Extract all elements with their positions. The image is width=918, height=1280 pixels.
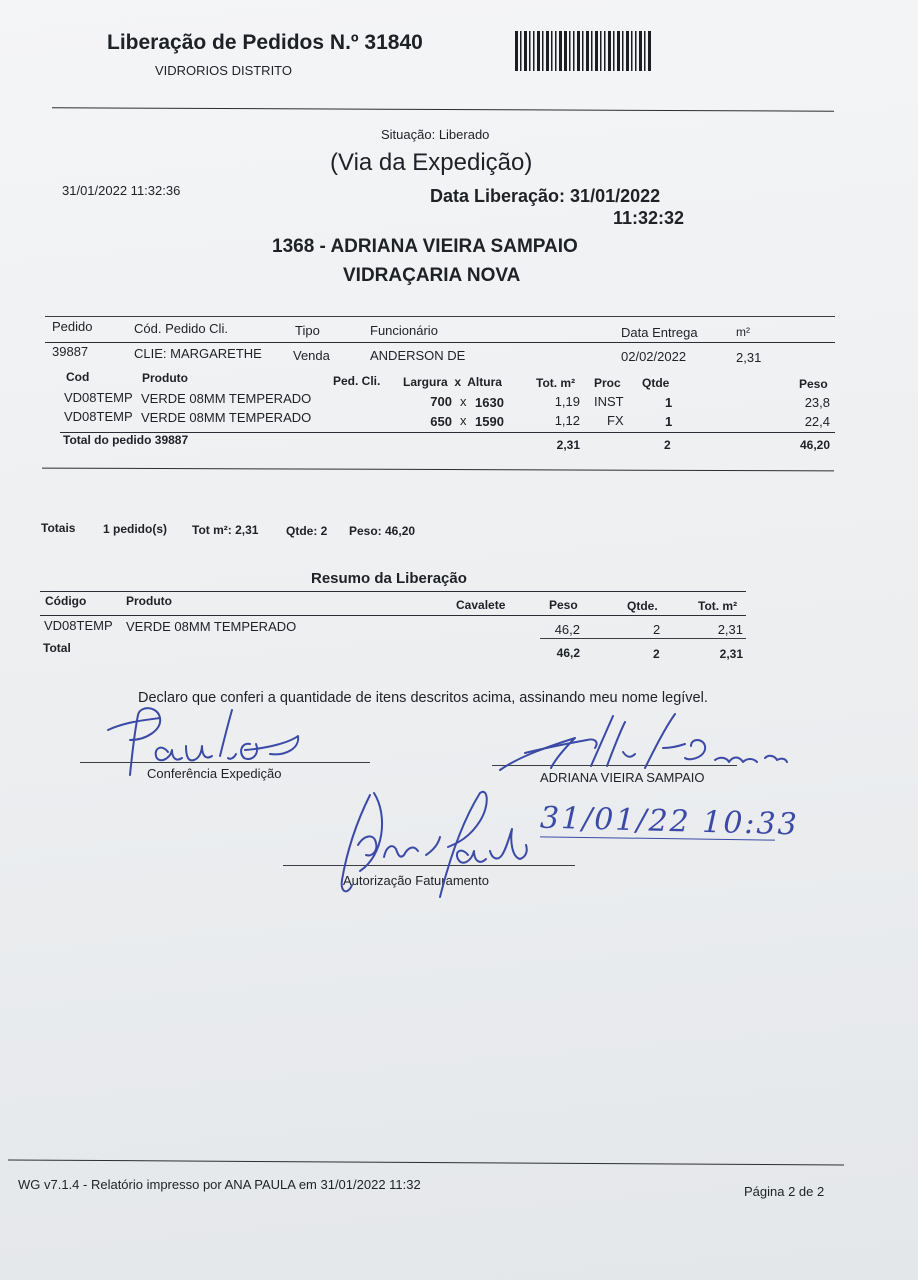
footer-rule <box>8 1159 844 1165</box>
item-2-x: x <box>460 413 467 428</box>
item-2-cod: VD08TEMP <box>64 409 133 424</box>
data-liberacao-time: 11:32:32 <box>613 208 685 228</box>
resumo-total-label: Total <box>43 641 71 655</box>
signature-ana-paula <box>330 785 540 900</box>
resumo-header-rule <box>40 615 746 616</box>
resumo-col-produto: Produto <box>126 594 172 608</box>
totais-qtde: Qtde: 2 <box>286 524 328 538</box>
barcode-icon <box>515 31 653 71</box>
print-datetime: 31/01/2022 11:32:36 <box>62 183 181 198</box>
item-1-altura: 1630 <box>475 395 504 410</box>
col-funcionario: Funcionário <box>370 323 438 338</box>
header-divider <box>52 107 834 111</box>
data-liberacao-date: Data Liberação: 31/01/2022 <box>430 186 661 206</box>
order-m2: 2,31 <box>736 350 762 365</box>
col-data-entrega: Data Entrega <box>621 325 698 340</box>
item-col-cod: Cod <box>66 370 90 384</box>
declaration-text: Declaro que conferi a quantidade de itens descritos acima, assinando meu nome legível. <box>138 690 708 706</box>
item-2-peso: 22,4 <box>804 414 830 429</box>
handwritten-date: 31/01/22 10:33 <box>539 800 800 843</box>
resumo-total-qtde: 2 <box>653 647 660 661</box>
client-code-name: 1368 - ADRIANA VIEIRA SAMPAIO <box>272 236 578 257</box>
totais-pedidos: 1 pedido(s) <box>103 522 168 536</box>
resumo-col-tot-m2: Tot. m² <box>698 599 738 613</box>
resumo-top-rule <box>40 591 746 592</box>
resumo-total-peso: 46,2 <box>556 646 580 660</box>
conferencia-label: Conferência Expedição <box>147 766 282 781</box>
item-col-ped-cli: Ped. Cli. <box>333 374 381 388</box>
order-total-label: Total do pedido 39887 <box>63 433 189 447</box>
col-pedido: Pedido <box>52 319 93 334</box>
item-1-x: x <box>460 394 467 409</box>
item-col-largura-altura: Largura x Altura <box>403 375 502 389</box>
order-tipo: Venda <box>293 348 330 363</box>
resumo-row-tot-m2: 2,31 <box>717 622 743 637</box>
signature-paulo <box>100 700 315 780</box>
footer-page-number: Página 2 de 2 <box>744 1184 825 1199</box>
client-company: VIDRAÇARIA NOVA <box>343 265 521 286</box>
item-col-proc: Proc <box>594 376 621 390</box>
resumo-col-codigo: Código <box>45 594 87 608</box>
item-2-largura: 650 <box>430 414 452 429</box>
resumo-col-peso: Peso <box>549 598 578 612</box>
item-1-largura: 700 <box>430 394 452 409</box>
document-title: Liberação de Pedidos N.º 31840 <box>107 31 423 54</box>
item-1-qtde: 1 <box>665 395 673 410</box>
col-cod-pedido-cli: Cód. Pedido Cli. <box>134 321 228 336</box>
order-cod-pedido-cli: CLIE: MARGARETHE <box>134 346 262 361</box>
resumo-col-qtde: Qtde. <box>627 599 658 613</box>
item-1-peso: 23,8 <box>804 395 830 410</box>
resumo-row-codigo: VD08TEMP <box>44 618 113 633</box>
order-total-qtde: 2 <box>664 438 671 452</box>
item-2-tot-m2: 1,12 <box>554 413 580 428</box>
footer-printed-by: WG v7.1.4 - Relatório impresso por ANA PAULA em 31/01/2022 11:32 <box>18 1177 421 1192</box>
company-name: VIDRORIOS DISTRITO <box>155 63 292 78</box>
order-data-entrega: 02/02/2022 <box>621 349 687 364</box>
resumo-col-cavalete: Cavalete <box>456 598 506 612</box>
resumo-total-rule <box>540 638 746 639</box>
resumo-title: Resumo da Liberação <box>311 570 467 587</box>
item-1-cod: VD08TEMP <box>64 390 133 405</box>
order-header-rule <box>45 342 835 343</box>
item-col-qtde: Qtde <box>642 376 670 390</box>
order-table-top-rule <box>45 316 835 317</box>
col-m2: m² <box>736 325 750 339</box>
order-table-bottom-rule <box>42 468 834 472</box>
signature-cliente <box>495 708 795 788</box>
resumo-row-produto: VERDE 08MM TEMPERADO <box>126 619 297 634</box>
item-2-qtde: 1 <box>665 414 673 429</box>
resumo-row-peso: 46,2 <box>554 622 580 637</box>
via-title: (Via da Expedição) <box>330 149 533 176</box>
order-funcionario: ANDERSON DE <box>370 348 466 363</box>
order-total-peso: 46,20 <box>799 438 830 452</box>
order-total-tot-m2: 2,31 <box>556 438 580 452</box>
item-1-produto: VERDE 08MM TEMPERADO <box>141 391 312 406</box>
totais-peso: Peso: 46,20 <box>349 524 416 538</box>
item-2-produto: VERDE 08MM TEMPERADO <box>141 410 312 425</box>
item-col-produto: Produto <box>142 371 188 385</box>
situacao-text: Situação: Liberado <box>381 127 490 142</box>
item-col-tot-m2: Tot. m² <box>536 376 576 390</box>
col-tipo: Tipo <box>295 323 320 338</box>
item-1-proc: INST <box>594 394 624 409</box>
autorizacao-label: Autorização Faturamento <box>343 873 489 888</box>
resumo-total-tot-m2: 2,31 <box>719 647 743 661</box>
totais-tot-m2: Tot m²: 2,31 <box>192 523 259 537</box>
cliente-label: ADRIANA VIEIRA SAMPAIO <box>540 770 705 785</box>
order-pedido: 39887 <box>52 344 89 359</box>
totais-label: Totais <box>41 521 76 535</box>
item-2-altura: 1590 <box>475 414 504 429</box>
item-col-peso: Peso <box>799 377 828 391</box>
item-1-tot-m2: 1,19 <box>554 394 580 409</box>
resumo-row-qtde: 2 <box>653 622 661 637</box>
item-2-proc: FX <box>607 413 624 428</box>
